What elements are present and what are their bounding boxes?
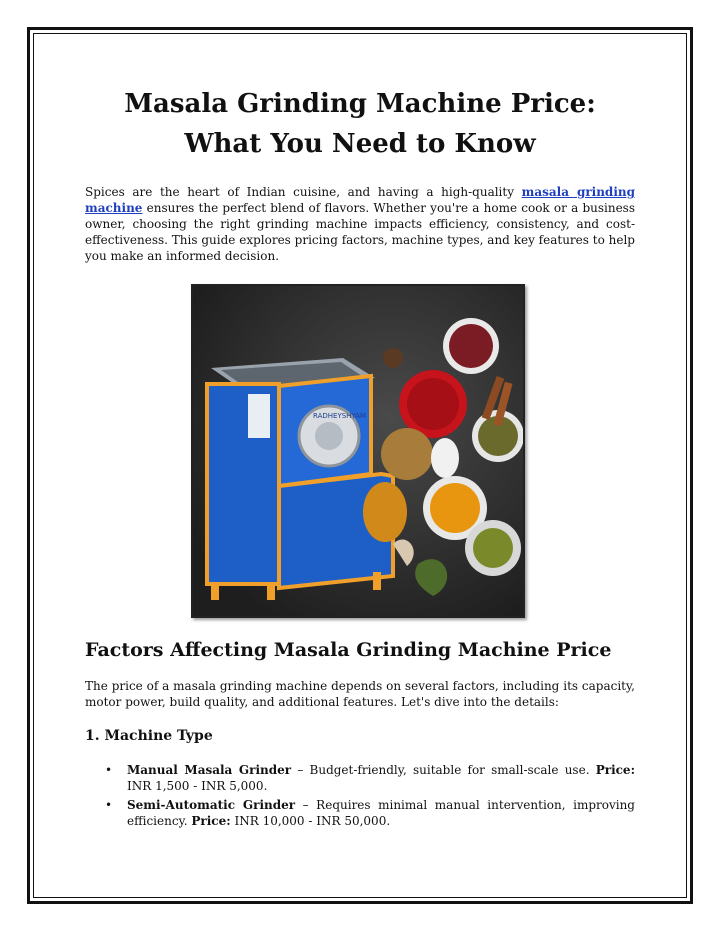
intro-text-start: Spices are the heart of Indian cuisine, and having a high-quality [85, 185, 522, 199]
masala-grinding-machine-link[interactable]: masala grinding machine [85, 185, 635, 215]
intro-text-end: ensures the perfect blend of flavors. Whether you're a home cook or a business owner, choosing the right grinding machine impacts efficiency, consistency, and cost-effectiveness. This guide explores pricing factors, machine types, and key features to help you make an informed decision. [85, 201, 635, 263]
item-name: Semi-Automatic Grinder [127, 798, 296, 812]
bullet-icon: • [105, 798, 113, 812]
item-description: – Requires minimal manual intervention, improving efficiency. [127, 798, 635, 828]
item-name: Manual Masala Grinder [127, 763, 292, 777]
item-price: INR 1,500 - INR 5,000. [127, 779, 268, 793]
intro-paragraph [85, 184, 635, 264]
document-content [85, 84, 635, 828]
page-title: Masala Grinding Machine Price: What You Need to Know [124, 89, 596, 159]
list-item [85, 762, 635, 794]
product-image [191, 284, 525, 618]
item-price: INR 10,000 - INR 50,000. [230, 814, 391, 828]
item-price-label: Price: [595, 763, 635, 777]
machine-brand-label: RADHEYSHYAM [313, 412, 366, 420]
subheading-machine-type: 1. Machine Type [85, 728, 213, 744]
section-heading: Factors Affecting Masala Grinding Machine Price [85, 639, 612, 661]
section-paragraph: The price of a masala grinding machine depends on several factors, including its capacity, motor power, build quality, and additional features. Let's dive into the details: [85, 679, 635, 709]
list-item [85, 797, 635, 829]
grinding-machine-illustration [193, 286, 523, 616]
machine-type-list [85, 762, 635, 832]
item-price-label: Price: [191, 814, 231, 828]
item-description: – Budget-friendly, suitable for small-scale use. [291, 763, 596, 777]
bullet-icon: • [105, 763, 113, 777]
